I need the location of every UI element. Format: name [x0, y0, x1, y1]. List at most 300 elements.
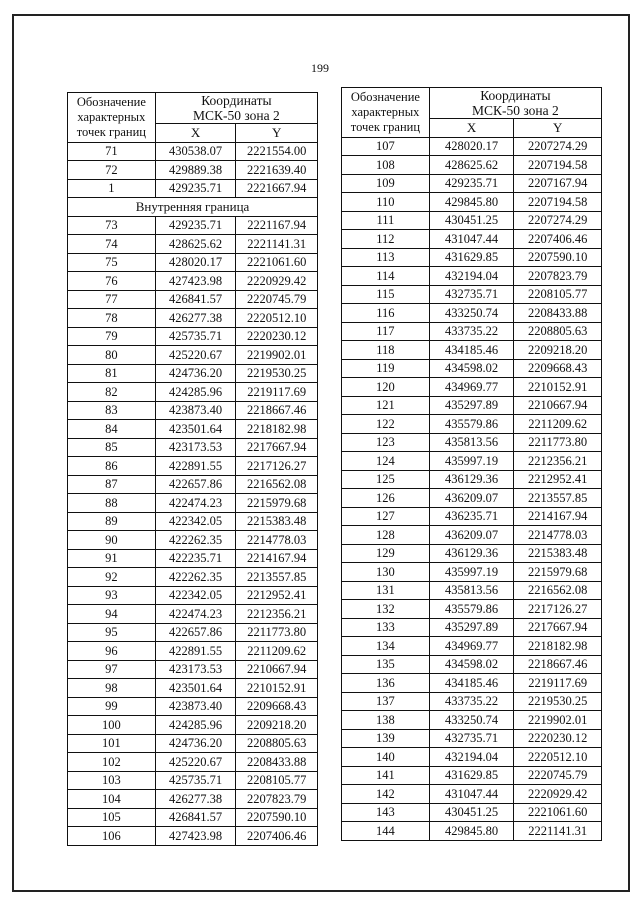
y-coordinate-cell: 2208805.63	[514, 322, 602, 341]
y-coordinate-cell: 2221639.40	[236, 161, 318, 180]
point-id-cell: 105	[68, 808, 156, 827]
y-coordinate-cell: 2207274.29	[514, 211, 602, 230]
y-coordinate-cell: 2208105.77	[514, 285, 602, 304]
x-coordinate-cell: 429845.80	[429, 193, 514, 212]
y-coordinate-cell: 2217667.94	[236, 438, 318, 457]
y-coordinate-cell: 2220745.79	[236, 290, 318, 309]
point-id-cell: 81	[68, 364, 156, 383]
table-row	[68, 716, 318, 735]
point-id-cell: 137	[342, 692, 430, 711]
table-row	[68, 383, 318, 402]
y-coordinate-cell: 2209668.43	[514, 359, 602, 378]
x-header: X	[155, 124, 236, 143]
table-row	[68, 790, 318, 809]
x-coordinate-cell: 429235.71	[429, 174, 514, 193]
left-rows	[68, 216, 318, 845]
y-coordinate-cell: 2219117.69	[514, 674, 602, 693]
header-line: Координаты	[201, 93, 272, 108]
table-row	[68, 327, 318, 346]
y-coordinate-cell: 2211773.80	[514, 433, 602, 452]
x-coordinate-cell: 429845.80	[429, 822, 514, 841]
y-coordinate-cell: 2214167.94	[514, 507, 602, 526]
point-id-cell: 100	[68, 716, 156, 735]
table-row	[342, 729, 602, 748]
x-coordinate-cell: 432194.04	[429, 748, 514, 767]
coords-header	[429, 88, 601, 119]
table-row	[68, 586, 318, 605]
table-row	[68, 179, 318, 198]
y-coordinate-cell: 2215383.48	[514, 544, 602, 563]
x-coordinate-cell: 431047.44	[429, 230, 514, 249]
header-line: Обозначение	[350, 89, 420, 104]
x-coordinate-cell: 435297.89	[429, 618, 514, 637]
y-coordinate-cell: 2211773.80	[236, 623, 318, 642]
x-coordinate-cell: 435997.19	[429, 563, 514, 582]
y-coordinate-cell: 2211209.62	[514, 415, 602, 434]
point-id-cell: 107	[342, 137, 430, 156]
y-coordinate-cell: 2216562.08	[514, 581, 602, 600]
table-row	[342, 544, 602, 563]
point-id-cell: 126	[342, 489, 430, 508]
point-id-cell: 136	[342, 674, 430, 693]
x-coordinate-cell: 428625.62	[429, 156, 514, 175]
x-coordinate-cell: 429235.71	[155, 216, 236, 235]
y-coordinate-cell: 2219902.01	[514, 711, 602, 730]
x-coordinate-cell: 422657.86	[155, 623, 236, 642]
y-coordinate-cell: 2209218.20	[236, 716, 318, 735]
x-coordinate-cell: 423873.40	[155, 401, 236, 420]
y-coordinate-cell: 2212356.21	[514, 452, 602, 471]
x-coordinate-cell: 427423.98	[155, 827, 236, 846]
right-rows	[342, 137, 602, 840]
table-row	[68, 827, 318, 846]
y-coordinate-cell: 2220230.12	[236, 327, 318, 346]
point-id-cell: 130	[342, 563, 430, 582]
point-id-cell: 120	[342, 378, 430, 397]
x-coordinate-cell: 422474.23	[155, 494, 236, 513]
x-coordinate-cell: 433735.22	[429, 692, 514, 711]
point-id-cell: 106	[68, 827, 156, 846]
y-coordinate-cell: 2215979.68	[236, 494, 318, 513]
x-coordinate-cell: 422474.23	[155, 605, 236, 624]
y-coordinate-cell: 2207194.58	[514, 193, 602, 212]
point-id-cell: 108	[342, 156, 430, 175]
x-coordinate-cell: 431047.44	[429, 785, 514, 804]
inner-boundary-label: Внутренняя граница	[68, 198, 318, 217]
table-row	[68, 161, 318, 180]
y-coordinate-cell: 2220745.79	[514, 766, 602, 785]
page-number: 199	[311, 61, 329, 75]
point-id-cell: 119	[342, 359, 430, 378]
x-coordinate-cell: 434185.46	[429, 341, 514, 360]
x-coordinate-cell: 429889.38	[155, 161, 236, 180]
y-coordinate-cell: 2221167.94	[236, 216, 318, 235]
y-coordinate-cell: 2221061.60	[236, 253, 318, 272]
table-row	[68, 549, 318, 568]
point-id-cell: 143	[342, 803, 430, 822]
point-id-cell: 97	[68, 660, 156, 679]
y-header: Y	[236, 124, 318, 143]
x-coordinate-cell: 423873.40	[155, 697, 236, 716]
table-row	[342, 711, 602, 730]
table-row	[342, 507, 602, 526]
y-coordinate-cell: 2218667.46	[514, 655, 602, 674]
x-coordinate-cell: 424285.96	[155, 383, 236, 402]
table-row	[342, 526, 602, 545]
section-row	[68, 198, 318, 217]
table-row	[68, 642, 318, 661]
x-coordinate-cell: 430538.07	[155, 142, 236, 161]
x-coordinate-cell: 426277.38	[155, 309, 236, 328]
y-coordinate-cell: 2209668.43	[236, 697, 318, 716]
table-row	[342, 766, 602, 785]
y-coordinate-cell: 2212952.41	[514, 470, 602, 489]
y-coordinate-cell: 2220512.10	[514, 748, 602, 767]
x-coordinate-cell: 423501.64	[155, 679, 236, 698]
y-coordinate-cell: 2208805.63	[236, 734, 318, 753]
x-coordinate-cell: 435813.56	[429, 433, 514, 452]
table-row	[342, 655, 602, 674]
y-coordinate-cell: 2207194.58	[514, 156, 602, 175]
y-coordinate-cell: 2209218.20	[514, 341, 602, 360]
x-coordinate-cell: 433735.22	[429, 322, 514, 341]
y-coordinate-cell: 2211209.62	[236, 642, 318, 661]
point-id-cell: 80	[68, 346, 156, 365]
y-coordinate-cell: 2214778.03	[236, 531, 318, 550]
point-id-cell: 93	[68, 586, 156, 605]
point-id-cell: 142	[342, 785, 430, 804]
point-id-cell: 139	[342, 729, 430, 748]
x-coordinate-cell: 425220.67	[155, 753, 236, 772]
point-id-cell: 101	[68, 734, 156, 753]
header-line: характерных	[77, 109, 146, 124]
point-id-cell: 124	[342, 452, 430, 471]
table-row	[342, 803, 602, 822]
table-row	[68, 346, 318, 365]
point-id-cell: 99	[68, 697, 156, 716]
y-coordinate-cell: 2212952.41	[236, 586, 318, 605]
point-id-cell: 83	[68, 401, 156, 420]
x-coordinate-cell: 436235.71	[429, 507, 514, 526]
x-coordinate-cell: 435813.56	[429, 581, 514, 600]
coordinates-table-right	[341, 87, 602, 841]
y-coordinate-cell: 2221141.31	[514, 822, 602, 841]
table-row	[342, 563, 602, 582]
x-coordinate-cell: 436209.07	[429, 526, 514, 545]
x-coordinate-cell: 427423.98	[155, 272, 236, 291]
table-row	[342, 489, 602, 508]
x-coordinate-cell: 422235.71	[155, 549, 236, 568]
point-id-cell: 78	[68, 309, 156, 328]
point-id-cell: 141	[342, 766, 430, 785]
point-id-cell: 71	[68, 142, 156, 161]
table-row	[342, 378, 602, 397]
y-coordinate-cell: 2208105.77	[236, 771, 318, 790]
y-coordinate-cell: 2210667.94	[514, 396, 602, 415]
y-coordinate-cell: 2207167.94	[514, 174, 602, 193]
header-line: точек границ	[350, 119, 421, 134]
table-row	[68, 290, 318, 309]
table-row	[68, 734, 318, 753]
point-id-cell: 96	[68, 642, 156, 661]
table-row	[68, 401, 318, 420]
point-id-cell: 144	[342, 822, 430, 841]
x-coordinate-cell: 422891.55	[155, 457, 236, 476]
y-coordinate-cell: 2212356.21	[236, 605, 318, 624]
table-row	[342, 285, 602, 304]
y-coordinate-cell: 2215979.68	[514, 563, 602, 582]
x-coordinate-cell: 436209.07	[429, 489, 514, 508]
x-coordinate-cell: 433250.74	[429, 304, 514, 323]
x-coordinate-cell: 434598.02	[429, 655, 514, 674]
table-row	[68, 235, 318, 254]
y-header: Y	[514, 119, 602, 138]
y-coordinate-cell: 2213557.85	[514, 489, 602, 508]
header-line: Обозначение	[76, 94, 146, 109]
header-line: МСК-50 зона 2	[193, 108, 280, 123]
point-id-cell: 115	[342, 285, 430, 304]
x-coordinate-cell: 424736.20	[155, 734, 236, 753]
table-row	[68, 494, 318, 513]
point-id-cell: 132	[342, 600, 430, 619]
point-id-cell: 110	[342, 193, 430, 212]
table-row	[68, 253, 318, 272]
y-coordinate-cell: 2220512.10	[236, 309, 318, 328]
x-coordinate-cell: 424285.96	[155, 716, 236, 735]
x-coordinate-cell: 426841.57	[155, 808, 236, 827]
y-coordinate-cell: 2218182.98	[236, 420, 318, 439]
x-coordinate-cell: 424736.20	[155, 364, 236, 383]
header-line: Координаты	[480, 88, 551, 103]
y-coordinate-cell: 2219117.69	[236, 383, 318, 402]
y-coordinate-cell: 2221554.00	[236, 142, 318, 161]
point-id-cell: 75	[68, 253, 156, 272]
y-coordinate-cell: 2220929.42	[236, 272, 318, 291]
table-row	[68, 623, 318, 642]
table-row	[342, 156, 602, 175]
point-id-cell: 109	[342, 174, 430, 193]
x-coordinate-cell: 422891.55	[155, 642, 236, 661]
coordinates-table-left	[67, 92, 318, 846]
table-row	[342, 267, 602, 286]
x-coordinate-cell: 431629.85	[429, 766, 514, 785]
table-row	[342, 359, 602, 378]
table-row	[68, 771, 318, 790]
point-id-cell: 118	[342, 341, 430, 360]
point-id-cell: 112	[342, 230, 430, 249]
header-line: точек границ	[76, 124, 146, 139]
x-coordinate-cell: 436129.36	[429, 544, 514, 563]
point-id-cell: 82	[68, 383, 156, 402]
y-coordinate-cell: 2221667.94	[236, 179, 318, 198]
x-coordinate-cell: 422657.86	[155, 475, 236, 494]
y-coordinate-cell: 2217126.27	[236, 457, 318, 476]
x-coordinate-cell: 422262.35	[155, 531, 236, 550]
point-label-header	[68, 93, 156, 143]
x-coordinate-cell: 430451.25	[429, 211, 514, 230]
y-coordinate-cell: 2207823.79	[514, 267, 602, 286]
y-coordinate-cell: 2221141.31	[236, 235, 318, 254]
table-row	[342, 396, 602, 415]
table-row	[68, 697, 318, 716]
point-id-cell: 111	[342, 211, 430, 230]
table-row	[68, 309, 318, 328]
x-coordinate-cell: 434969.77	[429, 637, 514, 656]
y-coordinate-cell: 2208433.88	[236, 753, 318, 772]
x-coordinate-cell: 435579.86	[429, 415, 514, 434]
x-coordinate-cell: 422342.05	[155, 586, 236, 605]
point-id-cell: 121	[342, 396, 430, 415]
x-coordinate-cell: 425735.71	[155, 771, 236, 790]
y-coordinate-cell: 2219530.25	[236, 364, 318, 383]
point-id-cell: 95	[68, 623, 156, 642]
point-id-cell: 138	[342, 711, 430, 730]
table-row	[68, 808, 318, 827]
x-coordinate-cell: 423173.53	[155, 660, 236, 679]
y-coordinate-cell: 2210152.91	[514, 378, 602, 397]
point-id-cell: 104	[68, 790, 156, 809]
x-header: X	[429, 119, 514, 138]
x-coordinate-cell: 426841.57	[155, 290, 236, 309]
x-coordinate-cell: 428020.17	[155, 253, 236, 272]
table-row	[68, 753, 318, 772]
table-row	[342, 322, 602, 341]
table-row	[68, 272, 318, 291]
table-row	[342, 692, 602, 711]
y-coordinate-cell: 2207406.46	[236, 827, 318, 846]
table-row	[342, 600, 602, 619]
x-coordinate-cell: 428020.17	[429, 137, 514, 156]
y-coordinate-cell: 2207590.10	[514, 248, 602, 267]
y-coordinate-cell: 2207823.79	[236, 790, 318, 809]
y-coordinate-cell: 2218182.98	[514, 637, 602, 656]
y-coordinate-cell: 2207406.46	[514, 230, 602, 249]
table-row	[342, 193, 602, 212]
table-row	[342, 785, 602, 804]
point-id-cell: 90	[68, 531, 156, 550]
table-row	[68, 438, 318, 457]
table-row	[342, 581, 602, 600]
point-id-cell: 88	[68, 494, 156, 513]
y-coordinate-cell: 2213557.85	[236, 568, 318, 587]
x-coordinate-cell: 436129.36	[429, 470, 514, 489]
table-row	[342, 748, 602, 767]
table-row	[68, 660, 318, 679]
point-id-cell: 140	[342, 748, 430, 767]
y-coordinate-cell: 2220230.12	[514, 729, 602, 748]
point-id-cell: 76	[68, 272, 156, 291]
x-coordinate-cell: 432735.71	[429, 729, 514, 748]
y-coordinate-cell: 2217126.27	[514, 600, 602, 619]
x-coordinate-cell: 428625.62	[155, 235, 236, 254]
x-coordinate-cell: 432194.04	[429, 267, 514, 286]
point-id-cell: 89	[68, 512, 156, 531]
point-label-header	[342, 88, 430, 138]
y-coordinate-cell: 2215383.48	[236, 512, 318, 531]
x-coordinate-cell: 434185.46	[429, 674, 514, 693]
point-id-cell: 77	[68, 290, 156, 309]
point-id-cell: 116	[342, 304, 430, 323]
table-row	[68, 512, 318, 531]
y-coordinate-cell: 2207590.10	[236, 808, 318, 827]
table-row	[342, 174, 602, 193]
point-id-cell: 72	[68, 161, 156, 180]
left-top-rows	[68, 142, 318, 198]
point-id-cell: 128	[342, 526, 430, 545]
point-id-cell: 102	[68, 753, 156, 772]
x-coordinate-cell: 434969.77	[429, 378, 514, 397]
y-coordinate-cell: 2208433.88	[514, 304, 602, 323]
table-row	[342, 230, 602, 249]
point-id-cell: 91	[68, 549, 156, 568]
point-id-cell: 123	[342, 433, 430, 452]
y-coordinate-cell: 2210152.91	[236, 679, 318, 698]
x-coordinate-cell: 435297.89	[429, 396, 514, 415]
table-row	[342, 822, 602, 841]
table-row	[68, 364, 318, 383]
table-row	[68, 216, 318, 235]
table-row	[68, 420, 318, 439]
point-id-cell: 74	[68, 235, 156, 254]
point-id-cell: 79	[68, 327, 156, 346]
coords-header	[155, 93, 317, 124]
x-coordinate-cell: 425220.67	[155, 346, 236, 365]
y-coordinate-cell: 2220929.42	[514, 785, 602, 804]
table-row	[342, 341, 602, 360]
table-row	[342, 415, 602, 434]
table-row	[68, 679, 318, 698]
table-row	[342, 470, 602, 489]
x-coordinate-cell: 425735.71	[155, 327, 236, 346]
point-id-cell: 135	[342, 655, 430, 674]
x-coordinate-cell: 422262.35	[155, 568, 236, 587]
point-id-cell: 133	[342, 618, 430, 637]
point-id-cell: 114	[342, 267, 430, 286]
y-coordinate-cell: 2216562.08	[236, 475, 318, 494]
point-id-cell: 117	[342, 322, 430, 341]
x-coordinate-cell: 433250.74	[429, 711, 514, 730]
y-coordinate-cell: 2219530.25	[514, 692, 602, 711]
y-coordinate-cell: 2214167.94	[236, 549, 318, 568]
header-line: МСК-50 зона 2	[472, 103, 559, 118]
table-row	[342, 211, 602, 230]
point-id-cell: 129	[342, 544, 430, 563]
point-id-cell: 127	[342, 507, 430, 526]
table-row	[68, 475, 318, 494]
table-row	[342, 248, 602, 267]
table-row	[68, 457, 318, 476]
point-id-cell: 1	[68, 179, 156, 198]
point-id-cell: 122	[342, 415, 430, 434]
point-id-cell: 84	[68, 420, 156, 439]
table-row	[68, 605, 318, 624]
point-id-cell: 73	[68, 216, 156, 235]
x-coordinate-cell: 435997.19	[429, 452, 514, 471]
point-id-cell: 125	[342, 470, 430, 489]
table-row	[68, 568, 318, 587]
header-line: характерных	[351, 104, 420, 119]
point-id-cell: 86	[68, 457, 156, 476]
x-coordinate-cell: 431629.85	[429, 248, 514, 267]
point-id-cell: 92	[68, 568, 156, 587]
y-coordinate-cell: 2218667.46	[236, 401, 318, 420]
point-id-cell: 87	[68, 475, 156, 494]
y-coordinate-cell: 2207274.29	[514, 137, 602, 156]
y-coordinate-cell: 2221061.60	[514, 803, 602, 822]
y-coordinate-cell: 2214778.03	[514, 526, 602, 545]
point-id-cell: 94	[68, 605, 156, 624]
y-coordinate-cell: 2210667.94	[236, 660, 318, 679]
